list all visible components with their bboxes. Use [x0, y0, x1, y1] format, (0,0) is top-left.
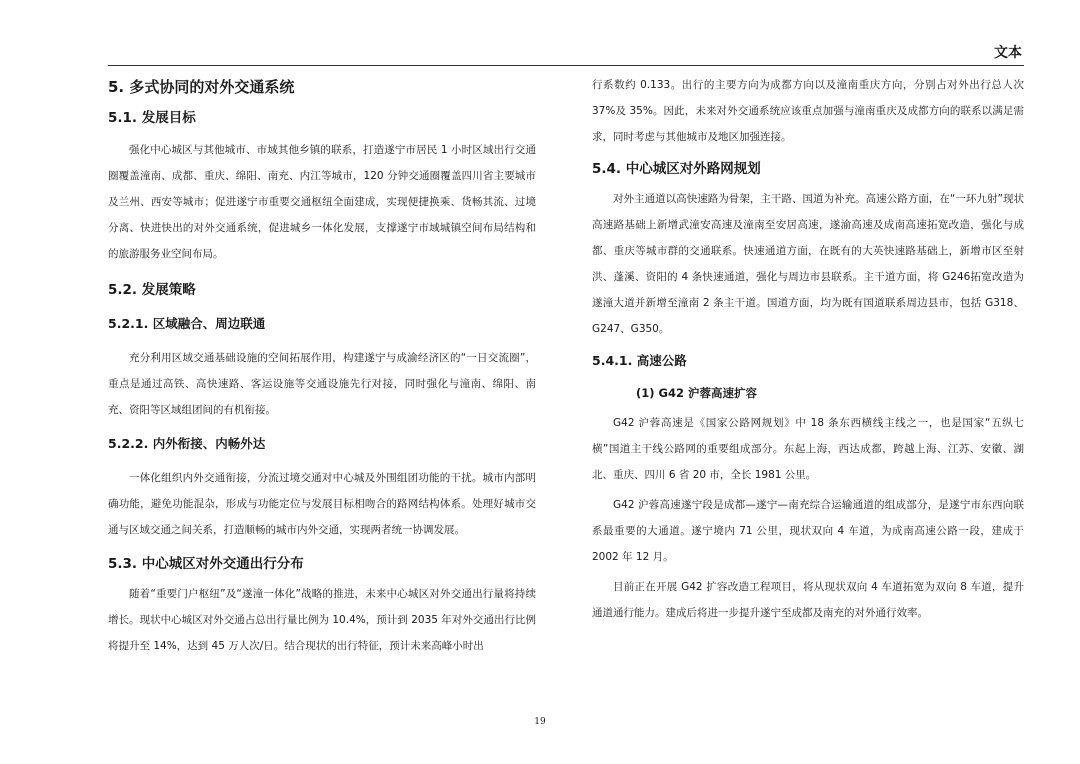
g42-paragraph-3: 目前正在开展 G42 扩容改造工程项目，将从现状双向 4 车道拓宽为双向 8 车道，提升通道通行能力。建成后将进一步提升遂宁至成都及南充的对外通行效率。 — [592, 581, 1024, 619]
left-column — [108, 72, 536, 659]
section-5-2-1-paragraph: 充分利用区域交通基础设施的空间拓展作用，构建遂宁与成渝经济区的“一日交流圈”，重点是通过高铁、高快速路、客运设施等交通设施先行对接，同时强化与潼南、绵阳、南充、资阳等区域组团间的有机衔接。 — [108, 352, 536, 416]
section-5-2-2-paragraph: 一体化组织内外交通衔接，分流过境交通对中心城及外围组团功能的干扰。城市内部明确功能，避免功能混杂，形成与功能定位与发展目标相吻合的路网结构体系。处理好城市交通与区域交通之间关系，打造顺畅的城市内外交通，实现两者统一协调发展。 — [108, 472, 536, 536]
section-5-3-title: 5.3. 中心城区对外交通出行分布 — [108, 556, 304, 572]
right-column — [592, 72, 1024, 626]
section-5-2-2-title: 5.2.2. 内外衔接、内畅外达 — [108, 436, 266, 451]
g42-paragraph-2: G42 沪蓉高速遂宁段是成都—遂宁—南充综合运输通道的组成部分，是遂宁市东西向联系最重要的大通道。遂宁境内 71 公里，现状双向 4 车道，为成南高速公路一段，建成于 2002 年 12 月。 — [592, 499, 1024, 563]
subsection-g42-title: (1) G42 沪蓉高速扩容 — [636, 386, 757, 400]
section-5-3-paragraph: 随着“重要门户枢纽”及“遂潼一体化”战略的推进，未来中心城区对外交通出行量将持续增长。现状中心城区对外交通占总出行量比例为 10.4%，预计到 2035 年对外交通出行比例将提升至 14%，达到 45 万人次/日。结合现状的出行特征，预计未来高峰小时出 — [108, 588, 536, 652]
section-5-3-paragraph-continued: 行系数约 0.133。出行的主要方向为成都方向以及潼南重庆方向，分别占对外出行总人次37%及 35%。因此，未来对外交通系统应该重点加强与潼南重庆及成都方向的联系以满足需求，同时考虑与其他城市及地区加强连接。 — [592, 79, 1024, 143]
header-label: 文本 — [994, 45, 1022, 61]
section-5-1-paragraph: 强化中心城区与其他城市、市域其他乡镇的联系，打造遂宁市居民 1 小时区域出行交通圈覆盖潼南、成都、重庆、绵阳、南充、内江等城市，120 分钟交通圈覆盖四川省主要城市及兰州、西安等城市；促进遂宁市重要交通枢纽全面建成，实现便捷换乘、货畅其流、过境分离、快进快出的对外交通系统，促进城乡一体化发展，支撑遂宁市域城镇空间布局结构和的旅游服务业空间布局。 — [108, 144, 536, 260]
section-5-4-paragraph: 对外主通道以高快速路为骨架，主干路、国道为补充。高速公路方面，在“一环九射”现状高速路基础上新增武潼安高速及潼南至安居高速，遂渝高速及成南高速拓宽改造，强化与成都、重庆等城市群的交通联系。快速通道方面，在既有的大英快速路基础上，新增市区至射洪、蓬溪、资阳的 4 条快速通道，强化与周边市县联系。主干道方面，将 G246拓宽改造为遂潼大道并新增至潼南 2 条主干道。国道方面，均为既有国道联系周边县市，包括 G318、G247、G350。 — [592, 193, 1024, 335]
section-5-2-title: 5.2. 发展策略 — [108, 282, 196, 298]
page-number: 19 — [534, 717, 546, 727]
section-5-title: 5. 多式协同的对外交通系统 — [108, 78, 295, 96]
header-rule — [108, 65, 1024, 66]
section-5-4-title: 5.4. 中心城区对外路网规划 — [592, 161, 761, 177]
g42-paragraph-1: G42 沪蓉高速是《国家公路网规划》中 18 条东西横线主线之一，也是国家“五纵七横”国道主干线公路网的重要组成部分。东起上海，西达成都，跨越上海、江苏、安徽、湖北、重庆、四川 6 省 20 市，全长 1981 公里。 — [592, 417, 1024, 481]
section-5-4-1-title: 5.4.1. 高速公路 — [592, 353, 687, 368]
section-5-2-1-title: 5.2.1. 区域融合、周边联通 — [108, 316, 266, 331]
section-5-1-title: 5.1. 发展目标 — [108, 110, 196, 126]
